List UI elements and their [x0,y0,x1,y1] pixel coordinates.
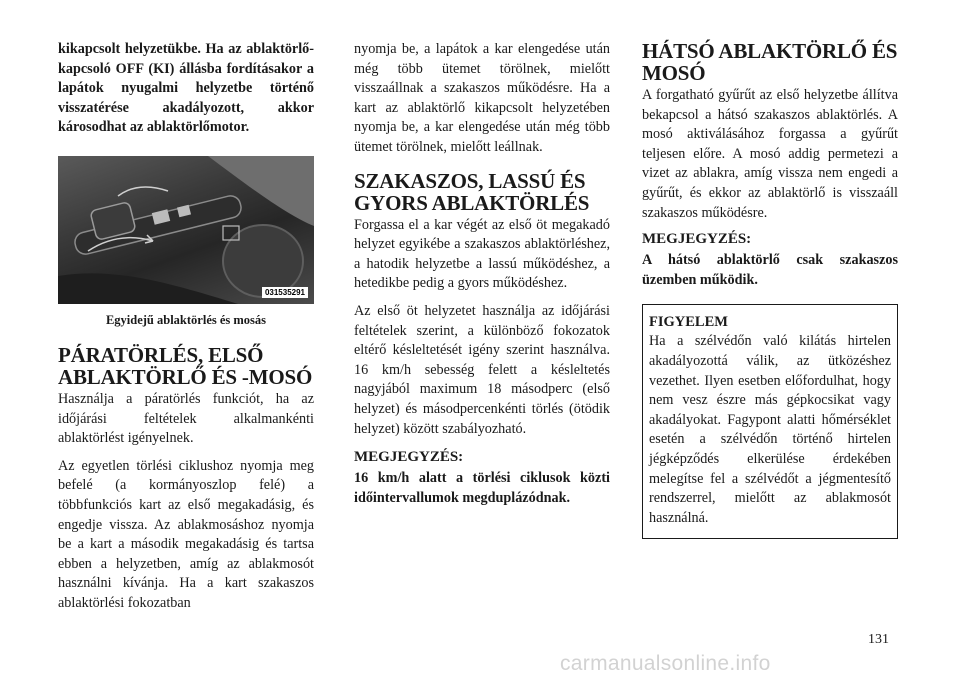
paragraph: Használja a páratörlés funkciót, ha az időjárási feltételek alkalmankénti ablaktörlést igényelnek. [58,390,314,447]
column-middle [354,40,610,508]
note-text: A hátsó ablaktörlő csak szakaszos üzemben működik. [642,252,898,288]
watermark: carmanualsonline.info [560,652,771,675]
column-left [58,40,314,614]
warning-text: Ha a szélvédőn való kilátás hirtelen akadályozottá válik, az ütközéshez vezethet. Ilyen esetben előfordulhat, hogy nem vesz észre más gépkocsikat vagy akadályokat. Fagypont alatti hőmérséklet esetén a szélvédőn történő hirtelen jégképződés elkerülése érdekében melegítse fel a szélvédőt a jégmentesítő rendszerrel, mielőtt az ablakmosót használná. [649,333,891,526]
warning-title: FIGYELEM [649,314,728,331]
paragraph: Az egyetlen törlési ciklushoz nyomja meg befelé (a kormányoszlop felé) a többfunkciós kart az első megakadásig, és engedje vissza. Az ablakmosáshoz nyomja be a kart a második megakadásig és tartsa ebben a helyzetben, amíg az ablakmosót használni kívánja. Ha a kart szakaszos ablaktörlési fokozatban [58,457,314,611]
paragraph: nyomja be, a lapátok a kar elengedése után még több ütemet törölnek, mielőtt visszaállnak a szakaszos működésre. Ha a kart az ablaktörlő kikapcsolt helyzetében nyomja be, a kar elengedése után még több ütemet törölnek, mielőtt leállnak. [354,41,610,155]
paragraph: Az első öt helyzetet használja az időjárási feltételek szerint, a különböző fokozatok eltérő késleltetését igény szerint használva. 16 km/h sebesség felett a késleltetés nagyjából maximum 18 másodperc (első helyzet) és másodpercenkénti törlés (ötödik helyzet) között szabályozható. [354,302,610,437]
paragraph: A forgatható gyűrűt az első helyzetbe állítva bekapcsol a hátsó szakaszos ablaktörlés. A mosó aktiválásához forgassa a gyűrűt teljesen előre. A mosó addig permetezi a vizet az ablakra, amíg vissza nem engedi a gyűrűt, és ekkor az ablaktörlő is visszaáll szakaszos működésre. [642,87,898,221]
section-heading-intermittent-wipe: SZAKASZOS, LASSÚ ÉS GYORS ABLAKTÖRLÉS [354,168,590,215]
wiper-stalk-illustration [58,156,314,304]
figure-code-label: 031535291 [262,287,308,298]
figure-caption: Egyidejű ablaktörlés és mosás [105,312,267,327]
note-text: 16 km/h alatt a törlési ciklusok közti időintervallumok megduplázódnak. [354,470,610,506]
warning-box [642,304,898,539]
section-heading-rear-wiper: HÁTSÓ ABLAKTÖRLŐ ÉS MOSÓ [642,39,898,85]
page-number: 131 [868,632,889,647]
intro-warning-text: kikapcsolt helyzetükbe. Ha az ablaktörlő-kapcsoló OFF (KI) állásba fordításakor a lapátok nyugalmi helyzetbe történő visszatérése akadályozott, akkor károsodhat az ablaktörlőmotor. [58,41,314,136]
paragraph: Forgassa el a kar végét az első öt megakadó helyzet egyikébe a szakaszos ablaktörléshez, a hatodik helyzetbe a lassú működéshez, a hetedikbe pedig a gyors működéshez. [354,216,610,292]
wiper-stalk-photo [58,156,314,304]
note-label: MEGJEGYZÉS: [354,449,464,466]
column-right [642,40,898,539]
section-heading-front-wiper: PÁRATÖRLÉS, ELSŐ ABLAKTÖRLŐ ÉS -MOSÓ [58,342,313,389]
note-label: MEGJEGYZÉS: [642,231,752,248]
